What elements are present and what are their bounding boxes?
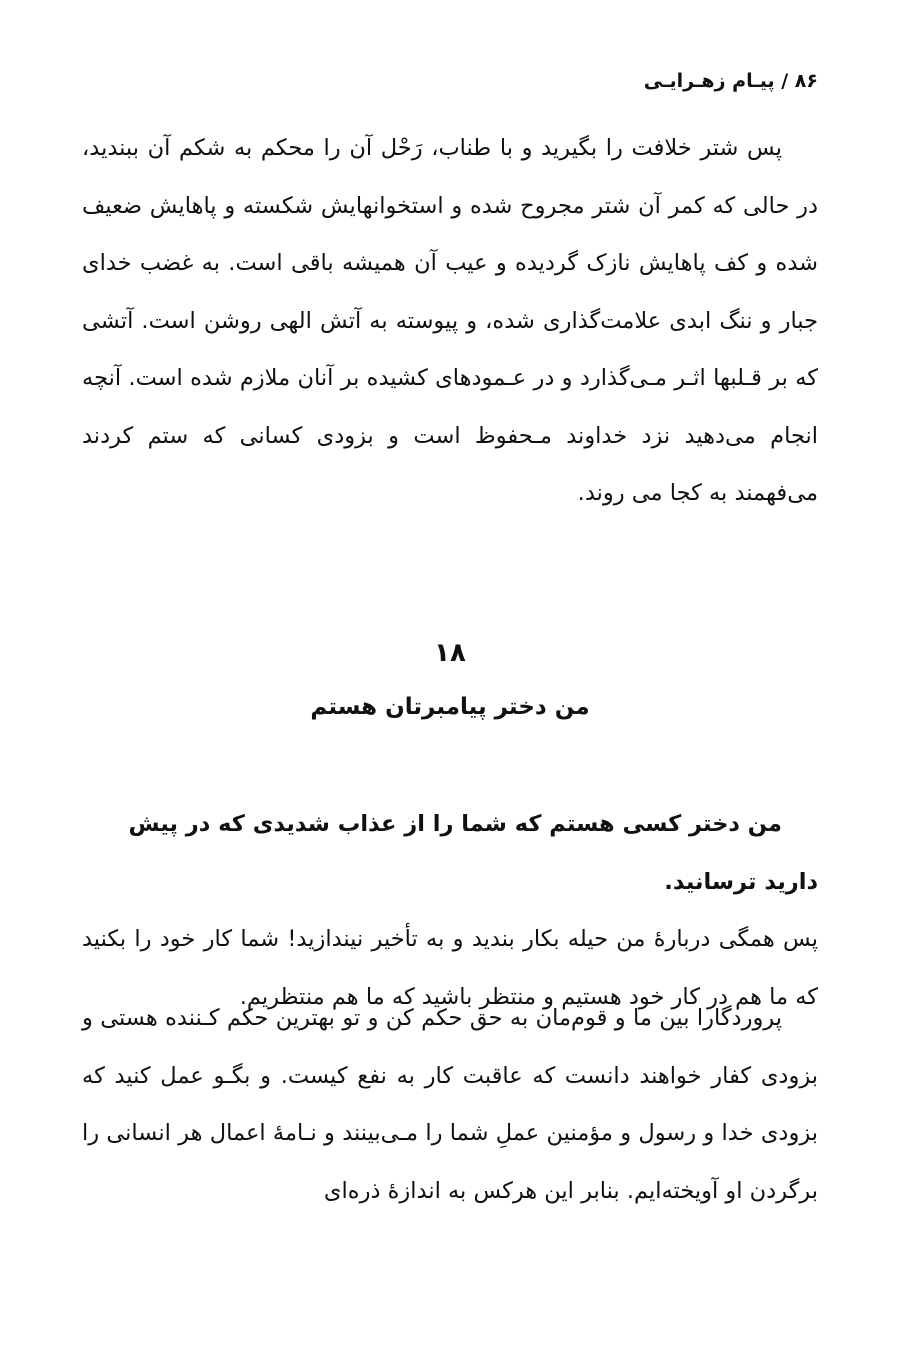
paragraph-1: پس شتر خلافت را بگیرید و با طناب، رَحْل آن را محکم به شکم آن ببندید، در حالی که کمر آن شتر مجروح شده و استخوانهایش شکسته و پاهایش ضعیف شده و کف پاهایش نازک گردیده و عیب آن همیشه باقی است. به غضب خدای جبار و ننگ ابدی علامت‌گذاری شده، و پیوسته به آتش الهی روشن است. آتشی که بر قـلبها اثـر مـی‌گذارد و در عـمودهای کشیده بر آنان ملازم شده است. آنچه انجام می‌دهید نزد خداوند مـحفوظ است و بزودی کسانی که ستم کردند می‌فهمند به کجا می روند. (82, 135, 818, 506)
paragraph-2-bold-sentence: من دختر کسی هستم که شما را از عذاب شدیدی که در پیش دارید ترسانید. (128, 811, 818, 895)
chapter-title: من دختر پیامبرتان هستم (310, 694, 590, 720)
page-header (644, 70, 818, 92)
paragraph-3: پروردگارا بین ما و قوم‌مان به حق حکم کن و تو بهترین حکم کـننده هستی و بزودی کفار خواهند دانست که عاقبت کار به نفع کیست. و بگـو عمل کنید که بزودی خدا و رسول و مؤمنین عملِ شما را مـی‌بینند و نـامهٔ اعمال هر انسانی را برگردن او آویخته‌ایم. بنابر این هرکس به اندازهٔ ذره‌ای (82, 1005, 818, 1204)
chapter-number: ۱۸ (434, 638, 466, 668)
page-number: ۸۶ (794, 70, 818, 92)
header-separator: / (781, 70, 789, 92)
paragraph-2-body: پس همگی دربارهٔ من حیله بکار بندید و به تأخیر نیندازید! شما کار خود را بکنید که ما هم در کار خود هستیم و منتظر باشید که ما هم منتظریم. (82, 926, 818, 1010)
running-title: پیـام زهـرایـی (643, 70, 775, 92)
